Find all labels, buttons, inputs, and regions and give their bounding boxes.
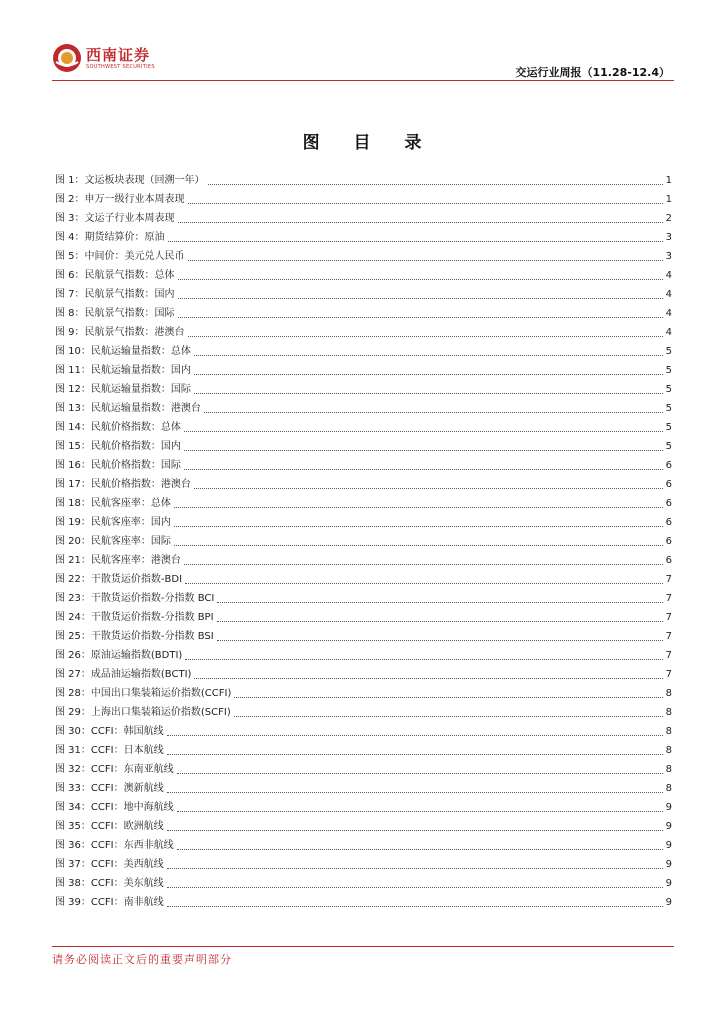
toc-entry[interactable] — [55, 168, 672, 187]
toc-entry-label: 图 12：民航运输量指数：国际 — [55, 384, 191, 395]
toc-dot-leader — [184, 469, 663, 470]
toc-entry[interactable] — [55, 548, 672, 567]
toc-entry[interactable] — [55, 453, 672, 472]
toc-entry-page: 8 — [665, 688, 672, 699]
toc-entry[interactable] — [55, 681, 672, 700]
toc-entry-label: 图 16：民航价格指数：国际 — [55, 460, 181, 471]
footer-divider — [52, 946, 674, 947]
toc-dot-leader — [184, 431, 663, 432]
toc-entry-label: 图 24：干散货运价指数-分指数 BPI — [55, 612, 214, 623]
toc-entry-page: 8 — [665, 745, 672, 756]
toc-entry-label: 图 38：CCFI：美东航线 — [55, 878, 164, 889]
toc-entry[interactable] — [55, 624, 672, 643]
toc-entry-label: 图 3：文运子行业本周表现 — [55, 213, 175, 224]
toc-entry-label: 图 33：CCFI：澳新航线 — [55, 783, 164, 794]
toc-entry-label: 图 10：民航运输量指数：总体 — [55, 346, 191, 357]
toc-entry[interactable] — [55, 738, 672, 757]
brand-name-cn: 西南证券 — [86, 46, 151, 64]
toc-entry[interactable] — [55, 244, 672, 263]
toc-entry-page: 9 — [665, 859, 672, 870]
toc-entry-label: 图 6：民航景气指数：总体 — [55, 270, 175, 281]
toc-dot-leader — [194, 355, 663, 356]
toc-entry-page: 9 — [665, 821, 672, 832]
report-title: 交运行业周报（11.28-12.4） — [515, 66, 670, 79]
toc-entry-label: 图 18：民航客座率：总体 — [55, 498, 171, 509]
toc-title: 图 目 录 — [302, 133, 436, 153]
toc-dot-leader — [188, 260, 663, 261]
toc-entry-page: 7 — [665, 612, 672, 623]
toc-entry-page: 7 — [665, 574, 672, 585]
toc-entry-label: 图 26：原油运输指数(BDTI) — [55, 650, 183, 661]
toc-dot-leader — [194, 488, 663, 489]
toc-entry[interactable] — [55, 776, 672, 795]
toc-dot-leader — [174, 545, 663, 546]
toc-entry[interactable] — [55, 643, 672, 662]
toc-entry-label: 图 37：CCFI：美西航线 — [55, 859, 164, 870]
toc-entry[interactable] — [55, 605, 672, 624]
toc-dot-leader — [178, 222, 663, 223]
toc-entry-page: 4 — [665, 308, 672, 319]
toc-entry-page: 8 — [665, 783, 672, 794]
toc-dot-leader — [234, 697, 662, 698]
toc-dot-leader — [177, 849, 663, 850]
figure-toc-list — [55, 168, 672, 909]
toc-entry-page: 7 — [665, 593, 672, 604]
toc-entry[interactable] — [55, 282, 672, 301]
toc-entry[interactable] — [55, 491, 672, 510]
toc-entry-page: 3 — [665, 232, 672, 243]
toc-entry[interactable] — [55, 320, 672, 339]
toc-dot-leader — [188, 203, 663, 204]
toc-entry-label: 图 27：成品油运输指数(BCTI) — [55, 669, 192, 680]
toc-entry[interactable] — [55, 871, 672, 890]
header-divider — [52, 80, 674, 81]
toc-entry[interactable] — [55, 719, 672, 738]
toc-entry-page: 5 — [665, 384, 672, 395]
toc-entry-page: 2 — [665, 213, 672, 224]
toc-entry-label: 图 25：干散货运价指数-分指数 BSI — [55, 631, 214, 642]
toc-entry-page: 6 — [665, 460, 672, 471]
toc-dot-leader — [167, 887, 663, 888]
toc-entry[interactable] — [55, 358, 672, 377]
toc-entry-label: 图 7：民航景气指数：国内 — [55, 289, 175, 300]
toc-dot-leader — [204, 412, 663, 413]
toc-dot-leader — [177, 773, 663, 774]
toc-entry-label: 图 29：上海出口集装箱运价指数(SCFI) — [55, 707, 231, 718]
toc-entry-page: 6 — [665, 498, 672, 509]
toc-entry-label: 图 32：CCFI：东南亚航线 — [55, 764, 174, 775]
toc-entry[interactable] — [55, 890, 672, 909]
toc-entry-label: 图 31：CCFI：日本航线 — [55, 745, 164, 756]
toc-dot-leader — [178, 279, 663, 280]
toc-entry-page: 5 — [665, 422, 672, 433]
toc-entry[interactable] — [55, 434, 672, 453]
toc-dot-leader — [167, 735, 663, 736]
toc-entry[interactable] — [55, 833, 672, 852]
toc-dot-leader — [217, 602, 662, 603]
toc-entry[interactable] — [55, 852, 672, 871]
toc-dot-leader — [167, 830, 663, 831]
toc-entry-page: 9 — [665, 840, 672, 851]
toc-entry-label: 图 13：民航运输量指数：港澳台 — [55, 403, 201, 414]
toc-dot-leader — [167, 792, 663, 793]
toc-entry-page: 5 — [665, 403, 672, 414]
toc-entry-label: 图 39：CCFI：南非航线 — [55, 897, 164, 908]
toc-entry[interactable] — [55, 795, 672, 814]
toc-entry-page: 9 — [665, 878, 672, 889]
toc-dot-leader — [234, 716, 663, 717]
toc-entry-label: 图 4：期货结算价：原油 — [55, 232, 165, 243]
toc-entry[interactable] — [55, 757, 672, 776]
toc-entry[interactable] — [55, 510, 672, 529]
toc-entry-page: 8 — [665, 726, 672, 737]
brand-logo-icon — [52, 43, 82, 73]
toc-entry[interactable] — [55, 396, 672, 415]
toc-entry-page: 4 — [665, 270, 672, 281]
toc-entry[interactable] — [55, 662, 672, 681]
toc-entry-label: 图 9：民航景气指数：港澳台 — [55, 327, 185, 338]
toc-entry-page: 6 — [665, 479, 672, 490]
toc-entry-page: 6 — [665, 555, 672, 566]
toc-dot-leader — [178, 317, 663, 318]
toc-entry-label: 图 17：民航价格指数：港澳台 — [55, 479, 191, 490]
toc-entry-label: 图 19：民航客座率：国内 — [55, 517, 171, 528]
toc-dot-leader — [208, 184, 663, 185]
toc-dot-leader — [184, 450, 663, 451]
toc-dot-leader — [174, 507, 663, 508]
toc-entry-label: 图 30：CCFI：韩国航线 — [55, 726, 164, 737]
toc-entry-page: 6 — [665, 536, 672, 547]
toc-entry[interactable] — [55, 339, 672, 358]
toc-entry-label: 图 35：CCFI：欧洲航线 — [55, 821, 164, 832]
toc-dot-leader — [185, 583, 663, 584]
toc-entry-label: 图 34：CCFI：地中海航线 — [55, 802, 174, 813]
toc-dot-leader — [184, 564, 663, 565]
toc-entry[interactable] — [55, 700, 672, 719]
toc-dot-leader — [174, 526, 663, 527]
toc-entry-label: 图 20：民航客座率：国际 — [55, 536, 171, 547]
toc-dot-leader — [217, 621, 663, 622]
toc-entry[interactable] — [55, 301, 672, 320]
toc-entry-label: 图 2：申万一级行业本周表现 — [55, 194, 185, 205]
toc-dot-leader — [194, 374, 663, 375]
toc-entry[interactable] — [55, 814, 672, 833]
toc-dot-leader — [167, 754, 663, 755]
footer-disclaimer: 请务必阅读正文后的重要声明部分 — [52, 953, 232, 966]
toc-entry[interactable] — [55, 567, 672, 586]
toc-entry-page: 3 — [665, 251, 672, 262]
toc-entry-page: 5 — [665, 346, 672, 357]
toc-entry[interactable] — [55, 263, 672, 282]
toc-entry-label: 图 14：民航价格指数：总体 — [55, 422, 181, 433]
toc-entry-page: 1 — [665, 175, 672, 186]
toc-entry-page: 9 — [665, 897, 672, 908]
toc-entry[interactable] — [55, 377, 672, 396]
toc-entry-page: 8 — [665, 764, 672, 775]
toc-entry-page: 7 — [665, 669, 672, 680]
toc-entry[interactable] — [55, 586, 672, 605]
toc-dot-leader — [194, 393, 663, 394]
toc-dot-leader — [167, 868, 663, 869]
toc-entry[interactable] — [55, 206, 672, 225]
toc-entry-label: 图 28：中国出口集装箱运价指数(CCFI) — [55, 688, 232, 699]
toc-entry-page: 1 — [665, 194, 672, 205]
toc-entry-page: 4 — [665, 327, 672, 338]
toc-dot-leader — [217, 640, 663, 641]
toc-dot-leader — [167, 906, 663, 907]
toc-entry-page: 4 — [665, 289, 672, 300]
brand-logo — [52, 43, 172, 77]
toc-entry-label: 图 1：文运板块表现（回溯一年） — [55, 175, 205, 186]
toc-entry-label: 图 8：民航景气指数：国际 — [55, 308, 175, 319]
toc-entry[interactable] — [55, 187, 672, 206]
page-header — [52, 40, 674, 82]
toc-entry-page: 9 — [665, 802, 672, 813]
toc-entry-label: 图 5：中间价：美元兑人民币 — [55, 251, 185, 262]
toc-dot-leader — [177, 811, 663, 812]
toc-entry-page: 7 — [665, 631, 672, 642]
toc-dot-leader — [178, 298, 663, 299]
brand-name-en: SOUTHWEST SECURITIES — [86, 64, 155, 70]
toc-entry-page: 5 — [665, 365, 672, 376]
toc-entry-label: 图 23：干散货运价指数-分指数 BCI — [55, 593, 215, 604]
toc-entry-label: 图 36：CCFI：东西非航线 — [55, 840, 174, 851]
toc-dot-leader — [188, 336, 663, 337]
toc-entry-page: 8 — [665, 707, 672, 718]
toc-entry[interactable] — [55, 225, 672, 244]
toc-entry-label: 图 15：民航价格指数：国内 — [55, 441, 181, 452]
toc-entry-label: 图 22：干散货运价指数-BDI — [55, 574, 183, 585]
toc-entry-page: 5 — [665, 441, 672, 452]
toc-entry-page: 6 — [665, 517, 672, 528]
toc-entry[interactable] — [55, 415, 672, 434]
toc-dot-leader — [185, 659, 662, 660]
toc-dot-leader — [194, 678, 662, 679]
toc-dot-leader — [168, 241, 663, 242]
toc-entry[interactable] — [55, 529, 672, 548]
toc-entry-label: 图 11：民航运输量指数：国内 — [55, 365, 191, 376]
toc-entry-page: 7 — [665, 650, 672, 661]
toc-entry[interactable] — [55, 472, 672, 491]
toc-entry-label: 图 21：民航客座率：港澳台 — [55, 555, 181, 566]
